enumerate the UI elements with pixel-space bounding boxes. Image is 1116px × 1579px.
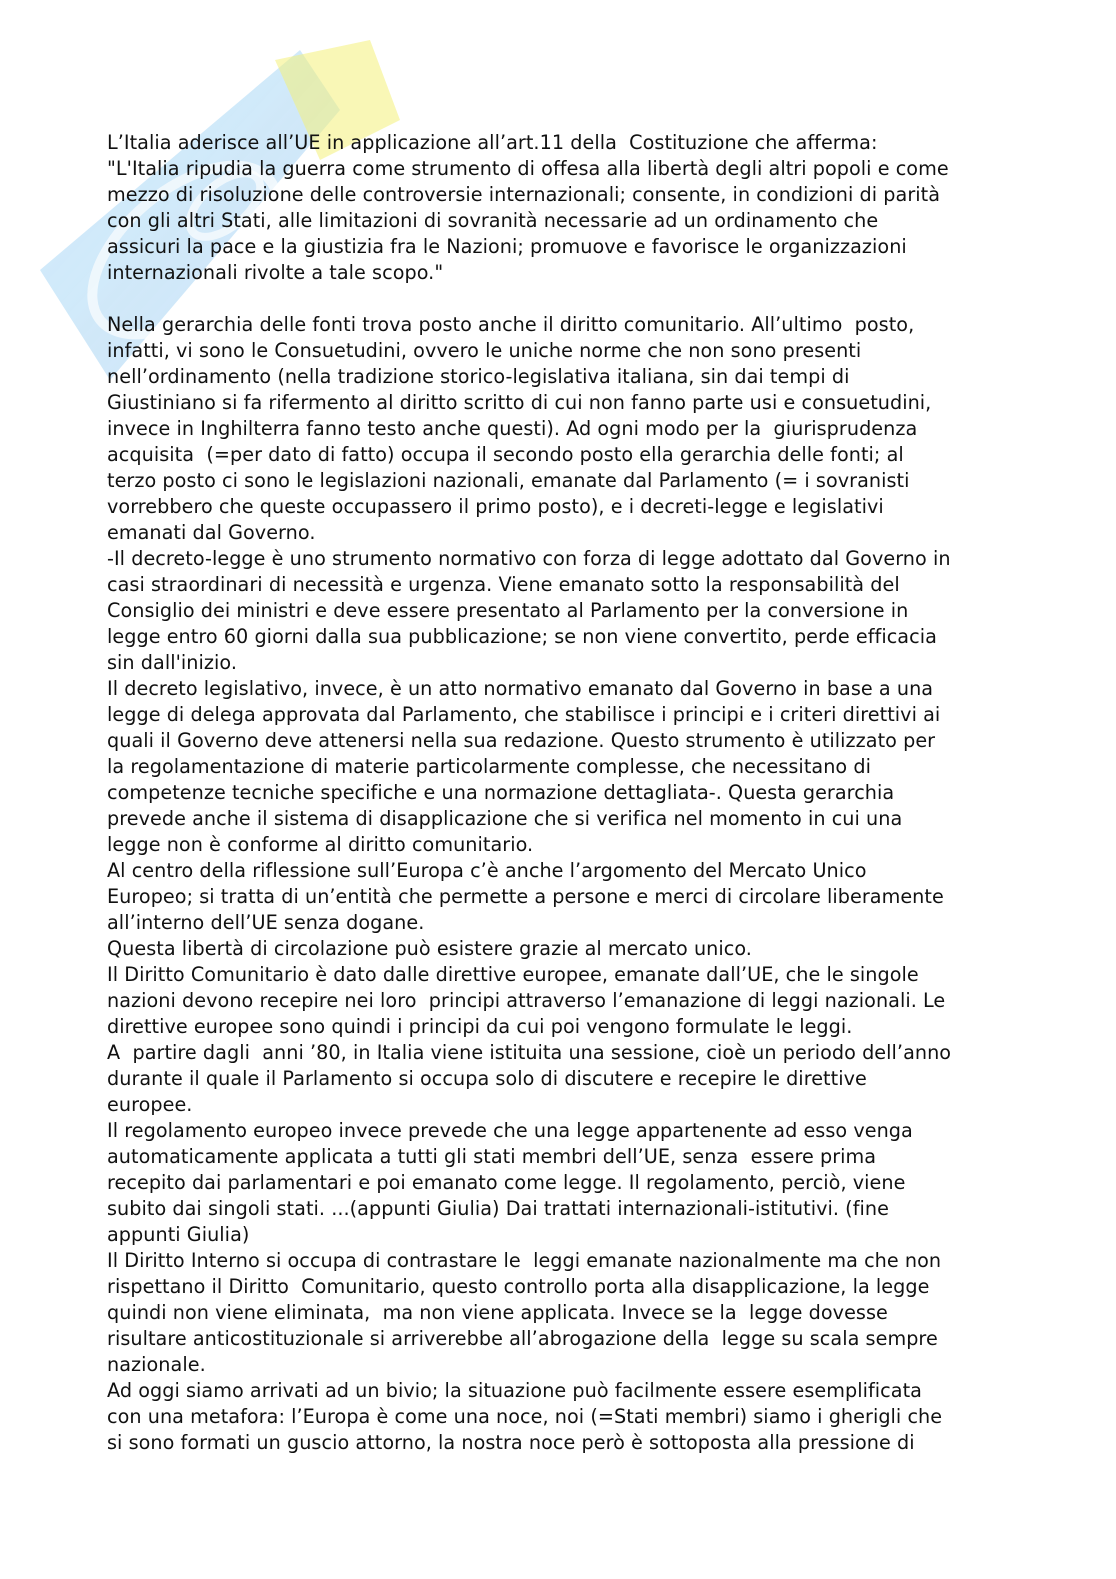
paragraph-mercato-unico: Al centro della riflessione sull’Europa c’è anche l’argomento del Mercato Unico Europeo; si tratta di un’entità che permette a persone e merci di circolare liberamente all’interno dell’UE senza dogane. (107, 859, 944, 934)
paragraph-gap (107, 286, 1007, 312)
paragraph-metafora-noce: Ad oggi siamo arrivati ad un bivio; la situazione può facilmente essere esemplificata con una metafora: l’Europa è come una noce, noi (=Stati membri) siamo i gherigli che si sono formati un guscio attorno, la nostra noce però è sottoposta alla pressione di (107, 1379, 943, 1454)
paragraph-gerarchia-fonti: Nella gerarchia delle fonti trova posto anche il diritto comunitario. All’ultimo posto, infatti, vi sono le Consuetudini, ovvero le uniche norme che non sono presenti nell’ordinamento (nella tradizione storico-legislativa italiana, sin dai tempi di Giustiniano si fa rifermento al diritto scritto di cui non fanno parte usi e consuetudini, invece in Inghilterra fanno testo anche questi). Ad ogni modo per la giurisprudenza acquisita (=per dato di fatto) occupa il secondo posto ella gerarchia delle fonti; al terzo posto ci sono le legislazioni nazionali, emanate dal Parlamento (= i sovranisti vorrebbero che queste occupassero il primo posto), e i decreti-legge e legislativi emanati dal Governo. (107, 313, 932, 544)
paragraph-costituzione: L’Italia aderisce all’UE in applicazione all’art.11 della Costituzione che afferma: "L'Italia ripudia la guerra come strumento di offesa alla libertà degli altri popoli e come mezzo di risoluzione delle controversie internazionali; consente, in condizioni di parità con gli altri Stati, alle limitazioni di sovranità necessarie ad un ordinamento che assicuri la pace e la giustizia fra le Nazioni; promuove e favorisce le organizzazioni internazionali rivolte a tale scopo." (107, 131, 949, 284)
paragraph-sessione: A partire dagli anni ’80, in Italia viene istituita una sessione, cioè un periodo dell’anno durante il quale il Parlamento si occupa solo di discutere e recepire le direttive europee. (107, 1041, 952, 1116)
paragraph-decreto-legge: -Il decreto-legge è uno strumento normativo con forza di legge adottato dal Governo in casi straordinari di necessità e urgenza. Viene emanato sotto la responsabilità del Consiglio dei ministri e deve essere presentato al Parlamento per la conversione in legge entro 60 giorni dalla sua pubblicazione; se non viene convertito, perde efficacia sin dall'inizio. (107, 547, 951, 674)
document-body (107, 130, 1007, 1456)
paragraph-diritto-interno: Il Diritto Interno si occupa di contrastare le leggi emanate nazionalmente ma che non rispettano il Diritto Comunitario, questo controllo porta alla disapplicazione, la legge quindi non viene eliminata, ma non viene applicata. Invece se la legge dovesse risultare anticostituzionale si arriverebbe all’abrogazione della legge su scala sempre nazionale. (107, 1249, 942, 1376)
paragraph-regolamento-europeo: Il regolamento europeo invece prevede che una legge appartenente ad esso venga automaticamente applicata a tutti gli stati membri dell’UE, senza essere prima recepito dai parlamentari e poi emanato come legge. Il regolamento, perciò, viene subito dai singoli stati. ...(appunti Giulia) Dai trattati internazionali-istitutivi. (fine appunti Giulia) (107, 1119, 913, 1246)
paragraph-decreto-legislativo: Il decreto legislativo, invece, è un atto normativo emanato dal Governo in base a una legge di delega approvata dal Parlamento, che stabilisce i principi e i criteri direttivi ai quali il Governo deve attenersi nella sua redazione. Questo strumento è utilizzato per la regolamentazione di materie particolarmente complesse, che necessitano di competenze tecniche specifiche e una normazione dettagliata-. Questa gerarchia prevede anche il sistema di disapplicazione che si verifica nel momento in cui una legge non è conforme al diritto comunitario. (107, 677, 941, 856)
paragraph-liberta-circolazione: Questa libertà di circolazione può esistere grazie al mercato unico. (107, 937, 752, 960)
paragraph-diritto-comunitario: Il Diritto Comunitario è dato dalle direttive europee, emanate dall’UE, che le singole nazioni devono recepire nei loro principi attraverso l’emanazione di leggi nazionali. Le direttive europee sono quindi i principi da cui poi vengono formulate le leggi. (107, 963, 946, 1038)
